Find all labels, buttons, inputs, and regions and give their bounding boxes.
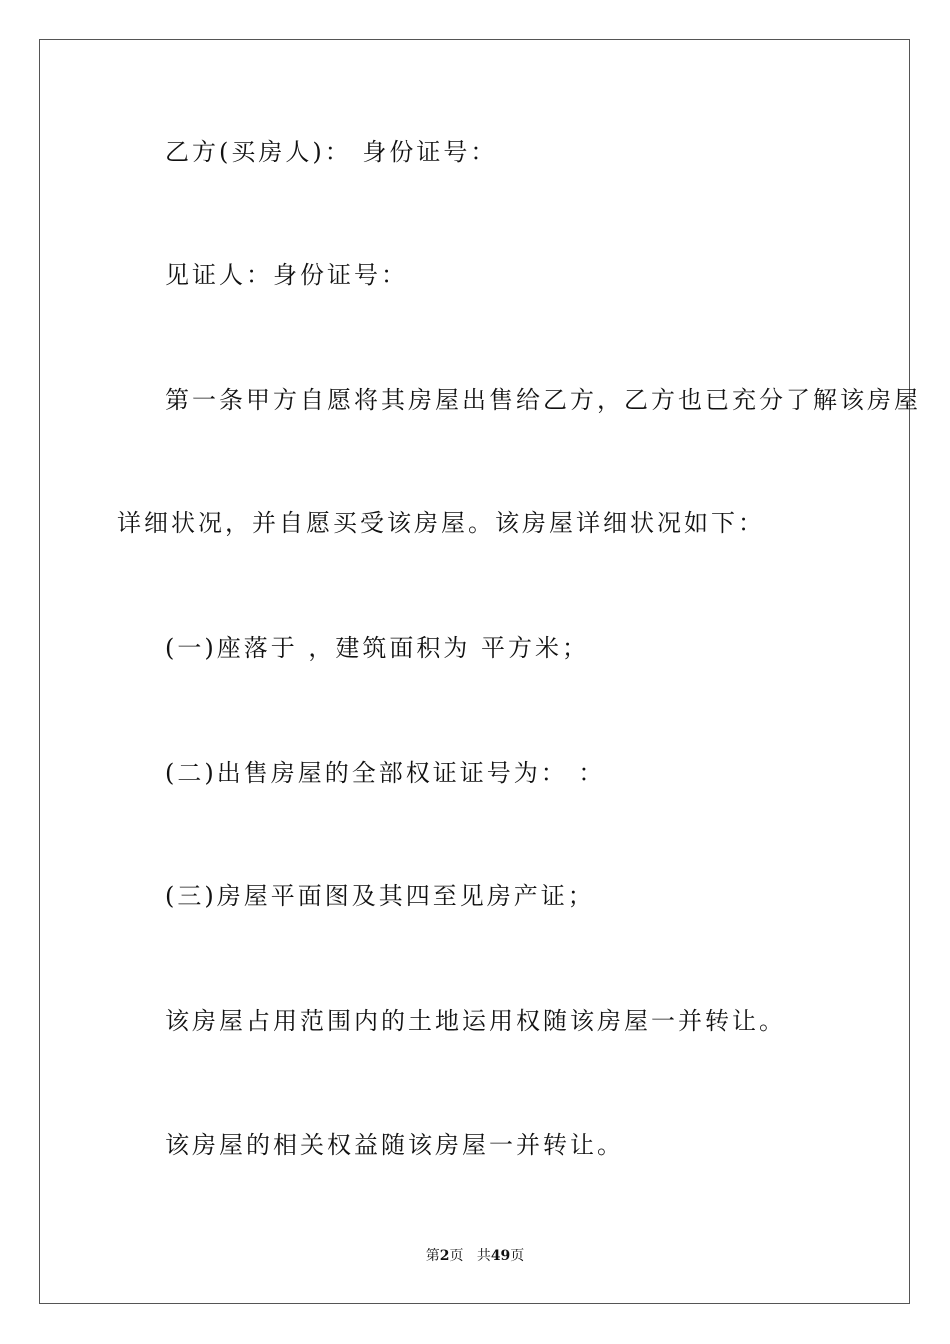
article-one-line-2: 详细状况，并自愿买受该房屋。该房屋详细状况如下：: [117, 509, 765, 537]
total-pages: 49: [490, 1248, 511, 1264]
page-frame: [39, 39, 910, 1304]
page-suffix: 页: [449, 1248, 464, 1264]
page-number: 2: [439, 1248, 450, 1264]
clause-two-certificate: (二)出售房屋的全部权证证号为： ：: [165, 759, 606, 787]
article-one-line-1: 第一条甲方自愿将其房屋出售给乙方，乙方也已充分了解该房屋: [165, 386, 921, 414]
page-prefix: 第: [425, 1248, 440, 1264]
total-prefix: 共: [476, 1248, 491, 1264]
clause-one-location: (一)座落于 ，建筑面积为 平方米；: [165, 634, 589, 662]
buyer-line: 乙方(买房人)： 身份证号：: [165, 138, 498, 166]
total-suffix: 页: [510, 1248, 525, 1264]
related-rights-line: 该房屋的相关权益随该房屋一并转让。: [165, 1131, 624, 1159]
page-footer: [0, 1246, 950, 1266]
land-use-rights-line: 该房屋占用范围内的土地运用权随该房屋一并转让。: [165, 1007, 786, 1035]
witness-line: 见证人：身份证号：: [165, 261, 408, 289]
clause-three-floorplan: (三)房屋平面图及其四至见房产证；: [165, 882, 595, 910]
